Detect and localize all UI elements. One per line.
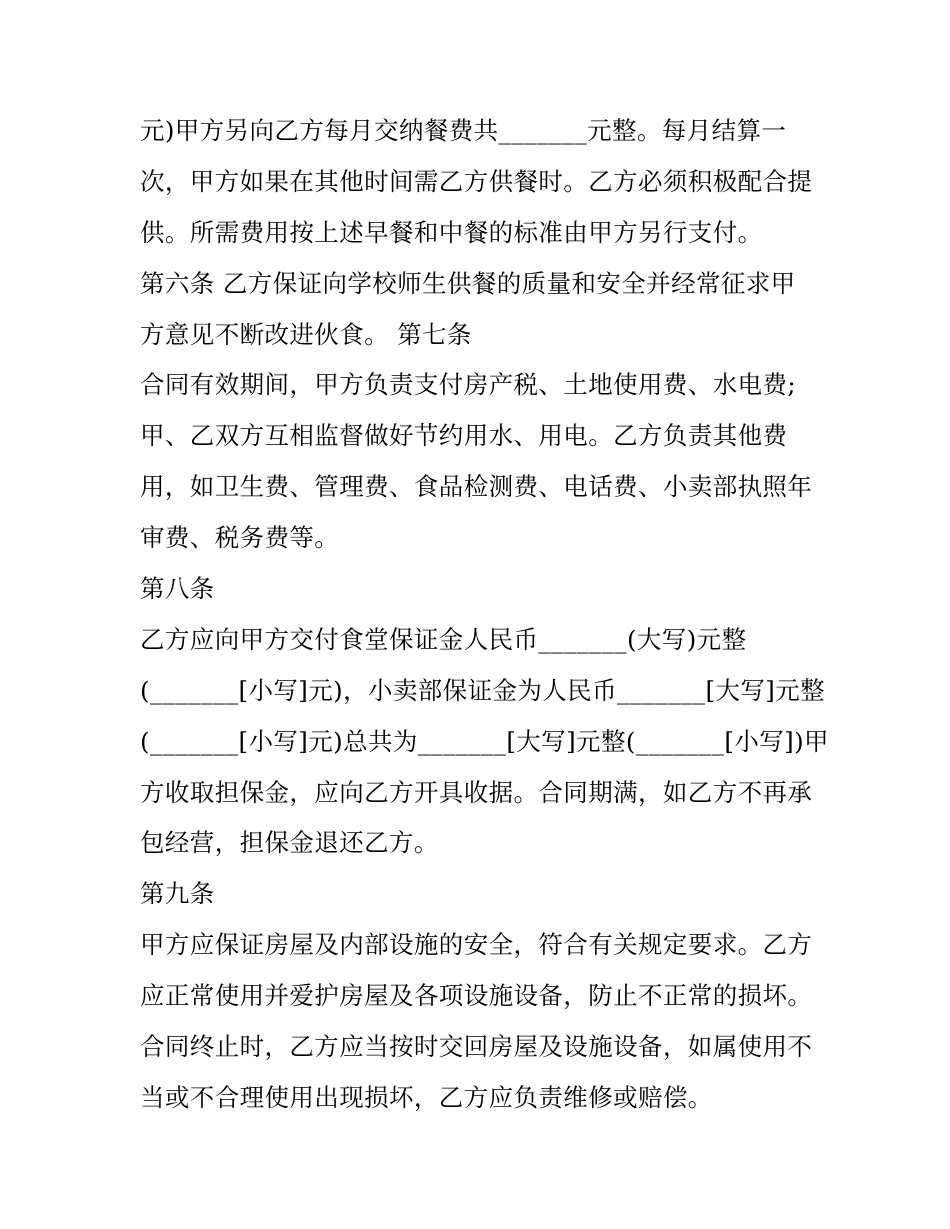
text-line: 甲、乙双方互相监督做好节约用水、用电。乙方负责其他费	[140, 421, 788, 451]
text-line: 合同终止时，乙方应当按时交回房屋及设施设备，如属使用不	[140, 1032, 813, 1062]
text-line: 次，甲方如果在其他时间需乙方供餐时。乙方必须积极配合提	[140, 166, 813, 196]
text-line: 方收取担保金，应向乙方开具收据。合同期满，如乙方不再承	[140, 777, 813, 807]
text-line: 合同有效期间，甲方负责支付房产税、土地使用费、水电费;	[140, 370, 797, 400]
text-line: (_______[小写]元)总共为_______[大写]元整(_______[小写])甲	[140, 726, 829, 756]
article-8-heading: 第八条	[140, 574, 215, 604]
article-9-heading: 第九条	[140, 879, 215, 909]
text-line: (_______[小写]元)，小卖部保证金为人民币_______[大写]元整	[140, 675, 826, 705]
text-line: 供。所需费用按上述早餐和中餐的标准由甲方另行支付。	[140, 217, 763, 247]
text-line: 审费、税务费等。	[140, 523, 340, 553]
text-line: 当或不合理使用出现损坏，乙方应负责维修或赔偿。	[140, 1082, 713, 1112]
text-line: 应正常使用并爱护房屋及各项设施设备，防止不正常的损坏。	[140, 981, 813, 1011]
text-line: 包经营，担保金退还乙方。	[140, 828, 439, 858]
text-line: 方意见不断改进伙食。 第七条	[140, 319, 472, 349]
article-6-line: 第六条 乙方保证向学校师生供餐的质量和安全并经常征求甲	[140, 268, 796, 298]
contract-text	[140, 106, 829, 1124]
text-line: 用，如卫生费、管理费、食品检测费、电话费、小卖部执照年	[140, 472, 813, 502]
text-line: 甲方应保证房屋及内部设施的安全，符合有关规定要求。乙方	[140, 930, 813, 960]
text-line: 元)甲方另向乙方每月交纳餐费共_______元整。每月结算一	[140, 116, 787, 145]
text-line: 乙方应向甲方交付食堂保证金人民币_______(大写)元整	[140, 624, 747, 654]
